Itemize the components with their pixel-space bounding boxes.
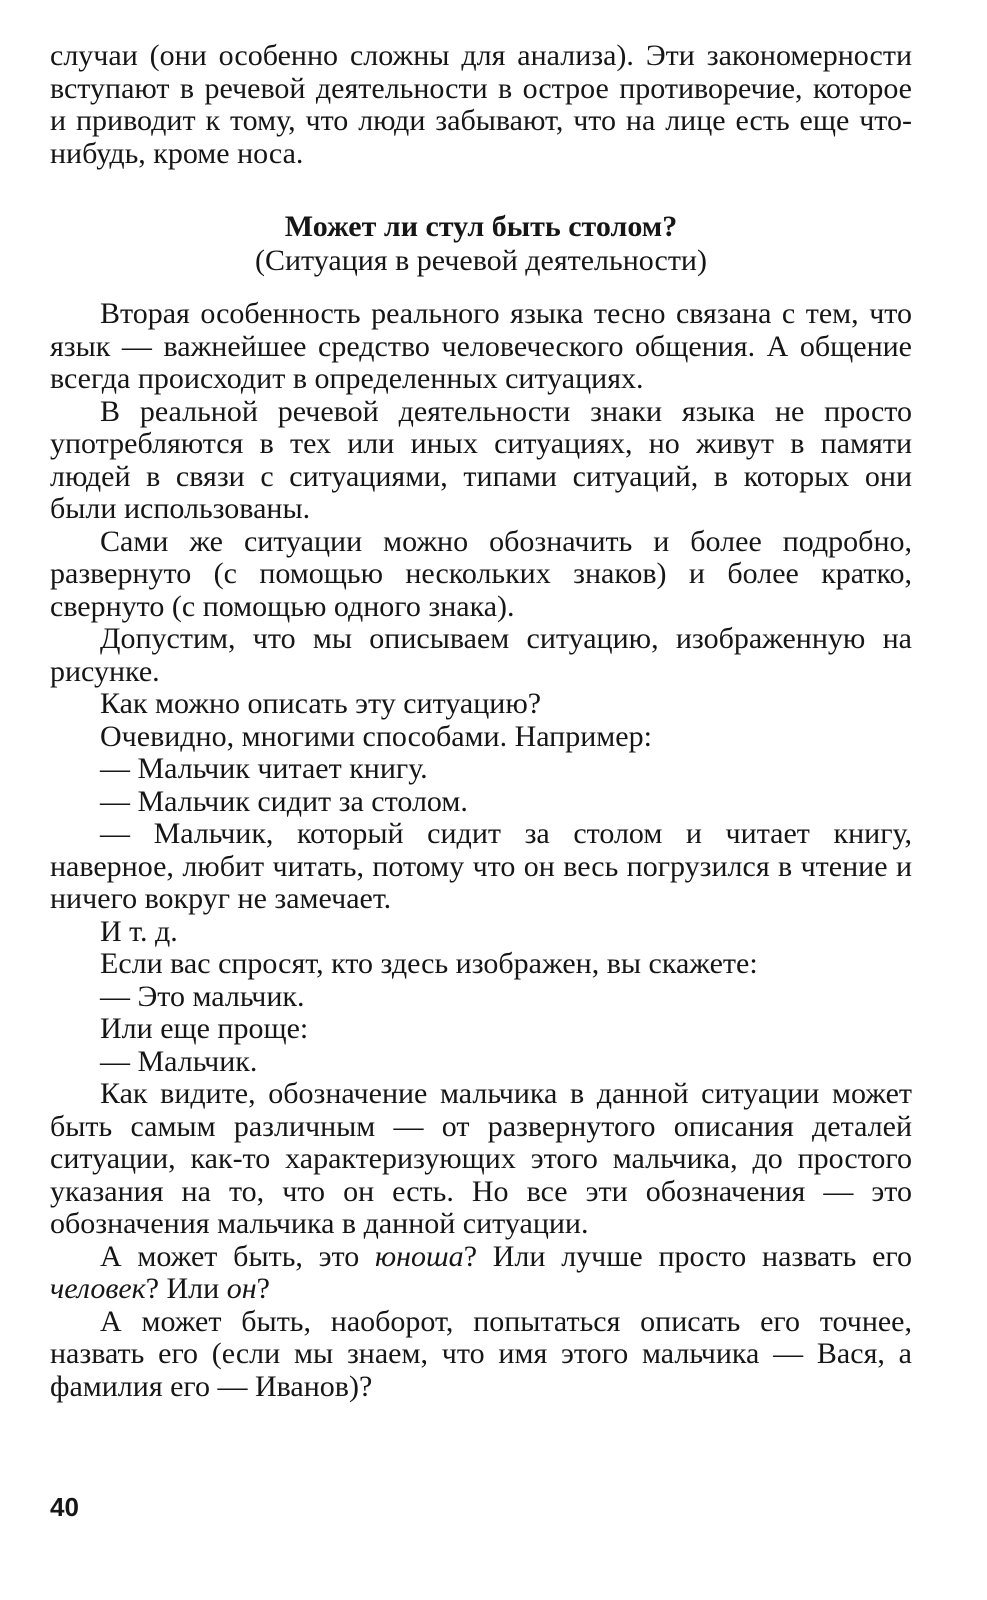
text-run: ? Или bbox=[145, 1272, 227, 1305]
dialogue-line: — Мальчик читает книгу. bbox=[100, 752, 428, 785]
text-run: ? Или лучше просто назвать его bbox=[463, 1239, 912, 1273]
paragraph: Вторая особенность реального языка тесно связана с тем, что язык — важнейшее средство человеческого общения. А общение всегда происходит в определенных ситуациях. bbox=[50, 297, 912, 395]
paragraph: Сами же ситуации можно обозначить и более подробно, развернуто (с помощью нескольких знаков) и более кратко, свернуто (с помощью одного знака). bbox=[50, 524, 912, 623]
section-heading bbox=[50, 210, 912, 278]
paragraph: И т. д. bbox=[100, 914, 178, 948]
final-paragraph: А может быть, наоборот, попытаться описать его точнее, назвать его (если мы знаем, что имя этого мальчика — Вася, а фамилия его — Иванов)? bbox=[50, 1304, 912, 1403]
section-title: Может ли стул быть столом? bbox=[284, 210, 678, 243]
page-body bbox=[50, 40, 912, 1403]
paragraph: Очевидно, многими способами. Например: bbox=[100, 719, 652, 753]
paragraph: В реальной речевой деятельности знаки языка не просто употребляются в тех или иных ситуациях, но живут в памяти людей в связи с ситуациями, типами ситуаций, в которых они были использованы. bbox=[50, 394, 912, 525]
text-run: ? bbox=[256, 1272, 270, 1305]
paragraph: Как можно описать эту ситуацию? bbox=[100, 687, 542, 720]
section-subtitle: (Ситуация в речевой деятельности) bbox=[255, 244, 707, 277]
page-number: 40 bbox=[50, 1492, 79, 1522]
dialogue-line: — Это мальчик. bbox=[100, 979, 305, 1013]
paragraph: Допустим, что мы описываем ситуацию, изображенную на рисунке. bbox=[50, 622, 912, 688]
dialogue-line: — Мальчик сидит за столом. bbox=[100, 784, 468, 818]
opening-paragraph: случаи (они особенно сложны для анализа). Эти закономерности вступают в речевой деятельности в острое противоречие, которое и приводит к тому, что люди забывают, что на лице есть еще что-нибудь, кроме носа. bbox=[50, 39, 912, 170]
paragraph: Как видите, обозначение мальчика в данной ситуации может быть самым различным — от развернутого описания деталей ситуации, как-то характеризующих этого мальчика, до простого указания на то, что он есть. Но все эти обозначения — это обозначения мальчика в данной ситуации. bbox=[50, 1077, 912, 1240]
dialogue-line: — Мальчик, который сидит за столом и читает книгу, наверное, любит читать, потому что он весь погрузился в чтение и ничего вокруг не замечает. bbox=[50, 817, 912, 915]
italic-word-youth: юноша bbox=[375, 1239, 464, 1273]
italic-word-person: человек bbox=[50, 1272, 146, 1305]
text-run: А может быть, это bbox=[100, 1239, 375, 1273]
italic-word-he: он bbox=[226, 1272, 257, 1305]
paragraph: Или еще проще: bbox=[100, 1012, 309, 1045]
paragraph: Если вас спросят, кто здесь изображен, вы скажете: bbox=[100, 947, 758, 980]
dialogue-line: — Мальчик. bbox=[100, 1044, 258, 1078]
paragraph-youth bbox=[50, 1241, 912, 1306]
